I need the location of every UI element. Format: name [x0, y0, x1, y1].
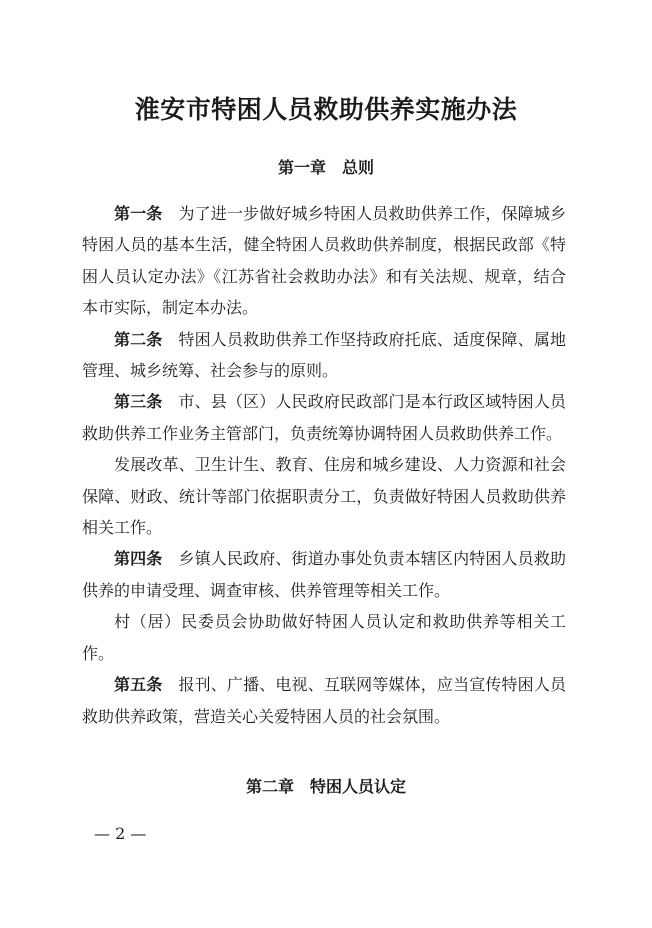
article-number: 第一条	[114, 204, 163, 223]
article-paragraph	[82, 449, 566, 543]
article-text: 乡镇人民政府、街道办事处负责本辖区内特困人员救助供养的申请受理、调查审核、供养管理等相关工作。	[82, 549, 566, 600]
article-paragraph	[82, 198, 566, 324]
article-paragraph	[82, 669, 566, 732]
article-text: 特困人员救助供养工作坚持政府托底、适度保障、属地管理、城乡统筹、社会参与的原则。	[82, 329, 566, 381]
article-paragraph	[82, 606, 566, 669]
document-title: 淮安市特困人员救助供养实施办法	[134, 95, 518, 124]
article-number: 第四条	[114, 549, 163, 569]
article-paragraph	[82, 543, 566, 606]
article-text: 市、县（区）人民政府民政部门是本行政区域特困人员救助供养工作业务主管部门，负责统筹协调特困人员救助供养工作。	[82, 392, 566, 443]
article-text: 为了进一步做好城乡特困人员救助供养工作，保障城乡特困人员的基本生活，健全特困人员救助供养制度，根据民政部《特困人员认定办法》《江苏省社会救助办法》和有关法规、规章，结合本市实际，制定本办法。	[82, 204, 566, 318]
page-number: — 2 —	[94, 824, 147, 843]
article-paragraph	[82, 324, 566, 387]
chapter-2-heading: 第二章 特困人员认定	[245, 777, 406, 796]
article-text: 报刊、广播、电视、互联网等媒体，应当宣传特困人员救助供养政策，营造关心关爱特困人员的社会氛围。	[82, 675, 566, 726]
article-paragraph	[82, 386, 566, 449]
chapter-1-heading: 第一章 总则	[277, 158, 374, 177]
article-number: 第三条	[114, 392, 163, 412]
article-text: 村（居）民委员会协助做好特困人员认定和救助供养等相关工作。	[82, 612, 566, 663]
article-number: 第五条	[114, 675, 163, 695]
article-text: 发展改革、卫生计生、教育、住房和城乡建设、人力资源和社会保障、财政、统计等部门依据职责分工，负责做好特困人员救助供养相关工作。	[82, 455, 566, 538]
article-number: 第二条	[114, 329, 163, 349]
document-body	[82, 198, 566, 732]
